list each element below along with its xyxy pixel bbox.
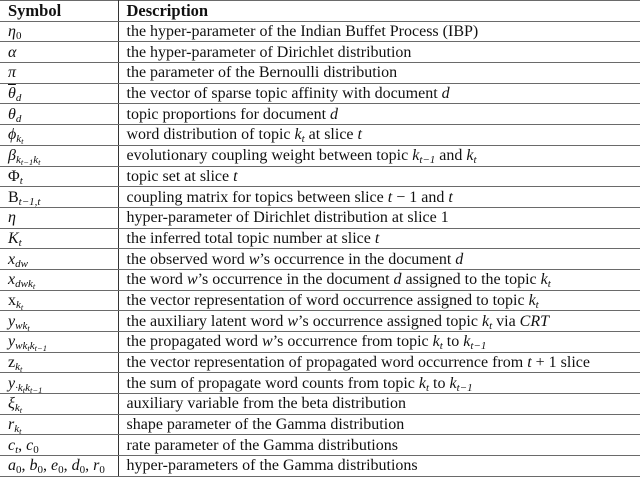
- table-row: [0, 42, 640, 63]
- symbol-cell: $a_0$, $b_0$, $e_0$, $d_0$, $r_0$: [0, 456, 118, 477]
- table-row: [0, 228, 640, 249]
- table-row: [0, 187, 640, 208]
- table-row: [0, 207, 640, 228]
- symbol-cell: $\eta_0$: [0, 21, 118, 42]
- description-cell: coupling matrix for topics between slice t − 1 and t: [118, 187, 640, 208]
- description-cell: the observed word w’s occurrence in the document d: [118, 249, 640, 270]
- symbol-cell: $y_{wk_t}$: [0, 311, 118, 332]
- table-row: [0, 435, 640, 456]
- description-cell: evolutionary coupling weight between topic $k_{t-1}$ and $k_t$: [118, 145, 640, 166]
- description-cell: the inferred total topic number at slice t: [118, 228, 640, 249]
- description-cell: topic set at slice t: [118, 166, 640, 187]
- description-cell: the auxiliary latent word w’s occurrence assigned topic $k_t$ via CRT: [118, 311, 640, 332]
- table-row: [0, 394, 640, 415]
- symbol-cell: $y_{\cdot k_tk_{t-1}}$: [0, 373, 118, 394]
- symbol-cell: $K_t$: [0, 228, 118, 249]
- description-cell: auxiliary variable from the beta distribution: [118, 394, 640, 415]
- description-cell: the propagated word w’s occurrence from topic $k_t$ to $k_{t-1}$: [118, 332, 640, 353]
- table-header-row: [0, 1, 640, 22]
- description-cell: shape parameter of the Gamma distribution: [118, 414, 640, 435]
- table-row: [0, 332, 640, 353]
- header-symbol: Symbol: [0, 1, 118, 22]
- table-row: [0, 83, 640, 104]
- description-cell: the sum of propagate word counts from topic $k_t$ to $k_{t-1}$: [118, 373, 640, 394]
- description-cell: the hyper-parameter of the Indian Buffet Process (IBP): [118, 21, 640, 42]
- symbol-cell: $\theta_d$: [0, 104, 118, 125]
- table-row: [0, 145, 640, 166]
- description-cell: the vector of sparse topic affinity with document d: [118, 83, 640, 104]
- table-row: [0, 290, 640, 311]
- table-row: [0, 104, 640, 125]
- symbol-cell: $B_{t-1,t}$: [0, 187, 118, 208]
- description-cell: the vector representation of word occurrence assigned to topic $k_t$: [118, 290, 640, 311]
- symbol-cell: $\Phi_t$: [0, 166, 118, 187]
- description-cell: the hyper-parameter of Dirichlet distribution: [118, 42, 640, 63]
- table-row: [0, 373, 640, 394]
- table-row: [0, 63, 640, 84]
- description-cell: the vector representation of propagated word occurrence from t + 1 slice: [118, 352, 640, 373]
- description-cell: hyper-parameters of the Gamma distributions: [118, 456, 640, 477]
- table-row: [0, 166, 640, 187]
- symbol-cell: $\beta_{k_{t-1}k_t}$: [0, 145, 118, 166]
- symbol-cell: $c_t$, $c_0$: [0, 435, 118, 456]
- symbol-cell: $\xi_{k_t}$: [0, 394, 118, 415]
- description-cell: hyper-parameter of Dirichlet distribution at slice 1: [118, 207, 640, 228]
- symbol-cell: $\overline{\theta}_d$: [0, 83, 118, 104]
- table-row: [0, 249, 640, 270]
- symbol-cell: $x_{dw}$: [0, 249, 118, 270]
- description-cell: the word w’s occurrence in the document d assigned to the topic $k_t$: [118, 269, 640, 290]
- description-cell: topic proportions for document d: [118, 104, 640, 125]
- table-row: [0, 456, 640, 477]
- symbol-cell: $r_{k_t}$: [0, 414, 118, 435]
- table-row: [0, 311, 640, 332]
- table-row: [0, 352, 640, 373]
- table-row: [0, 125, 640, 146]
- table-row: [0, 269, 640, 290]
- description-cell: word distribution of topic $k_t$ at slice t: [118, 125, 640, 146]
- table-row: [0, 414, 640, 435]
- description-cell: the parameter of the Bernoulli distribution: [118, 63, 640, 84]
- symbol-cell: $z_{k_t}$: [0, 352, 118, 373]
- symbol-cell: π: [0, 63, 118, 84]
- description-cell: rate parameter of the Gamma distributions: [118, 435, 640, 456]
- symbol-cell: $x_{dwk_t}$: [0, 269, 118, 290]
- symbol-cell: η: [0, 207, 118, 228]
- symbol-cell: $x_{k_t}$: [0, 290, 118, 311]
- symbol-cell: α: [0, 42, 118, 63]
- table-row: [0, 21, 640, 42]
- symbol-cell: $y_{wk_tk_{t-1}}$: [0, 332, 118, 353]
- header-description: Description: [118, 1, 640, 22]
- symbol-cell: $\phi_{k_t}$: [0, 125, 118, 146]
